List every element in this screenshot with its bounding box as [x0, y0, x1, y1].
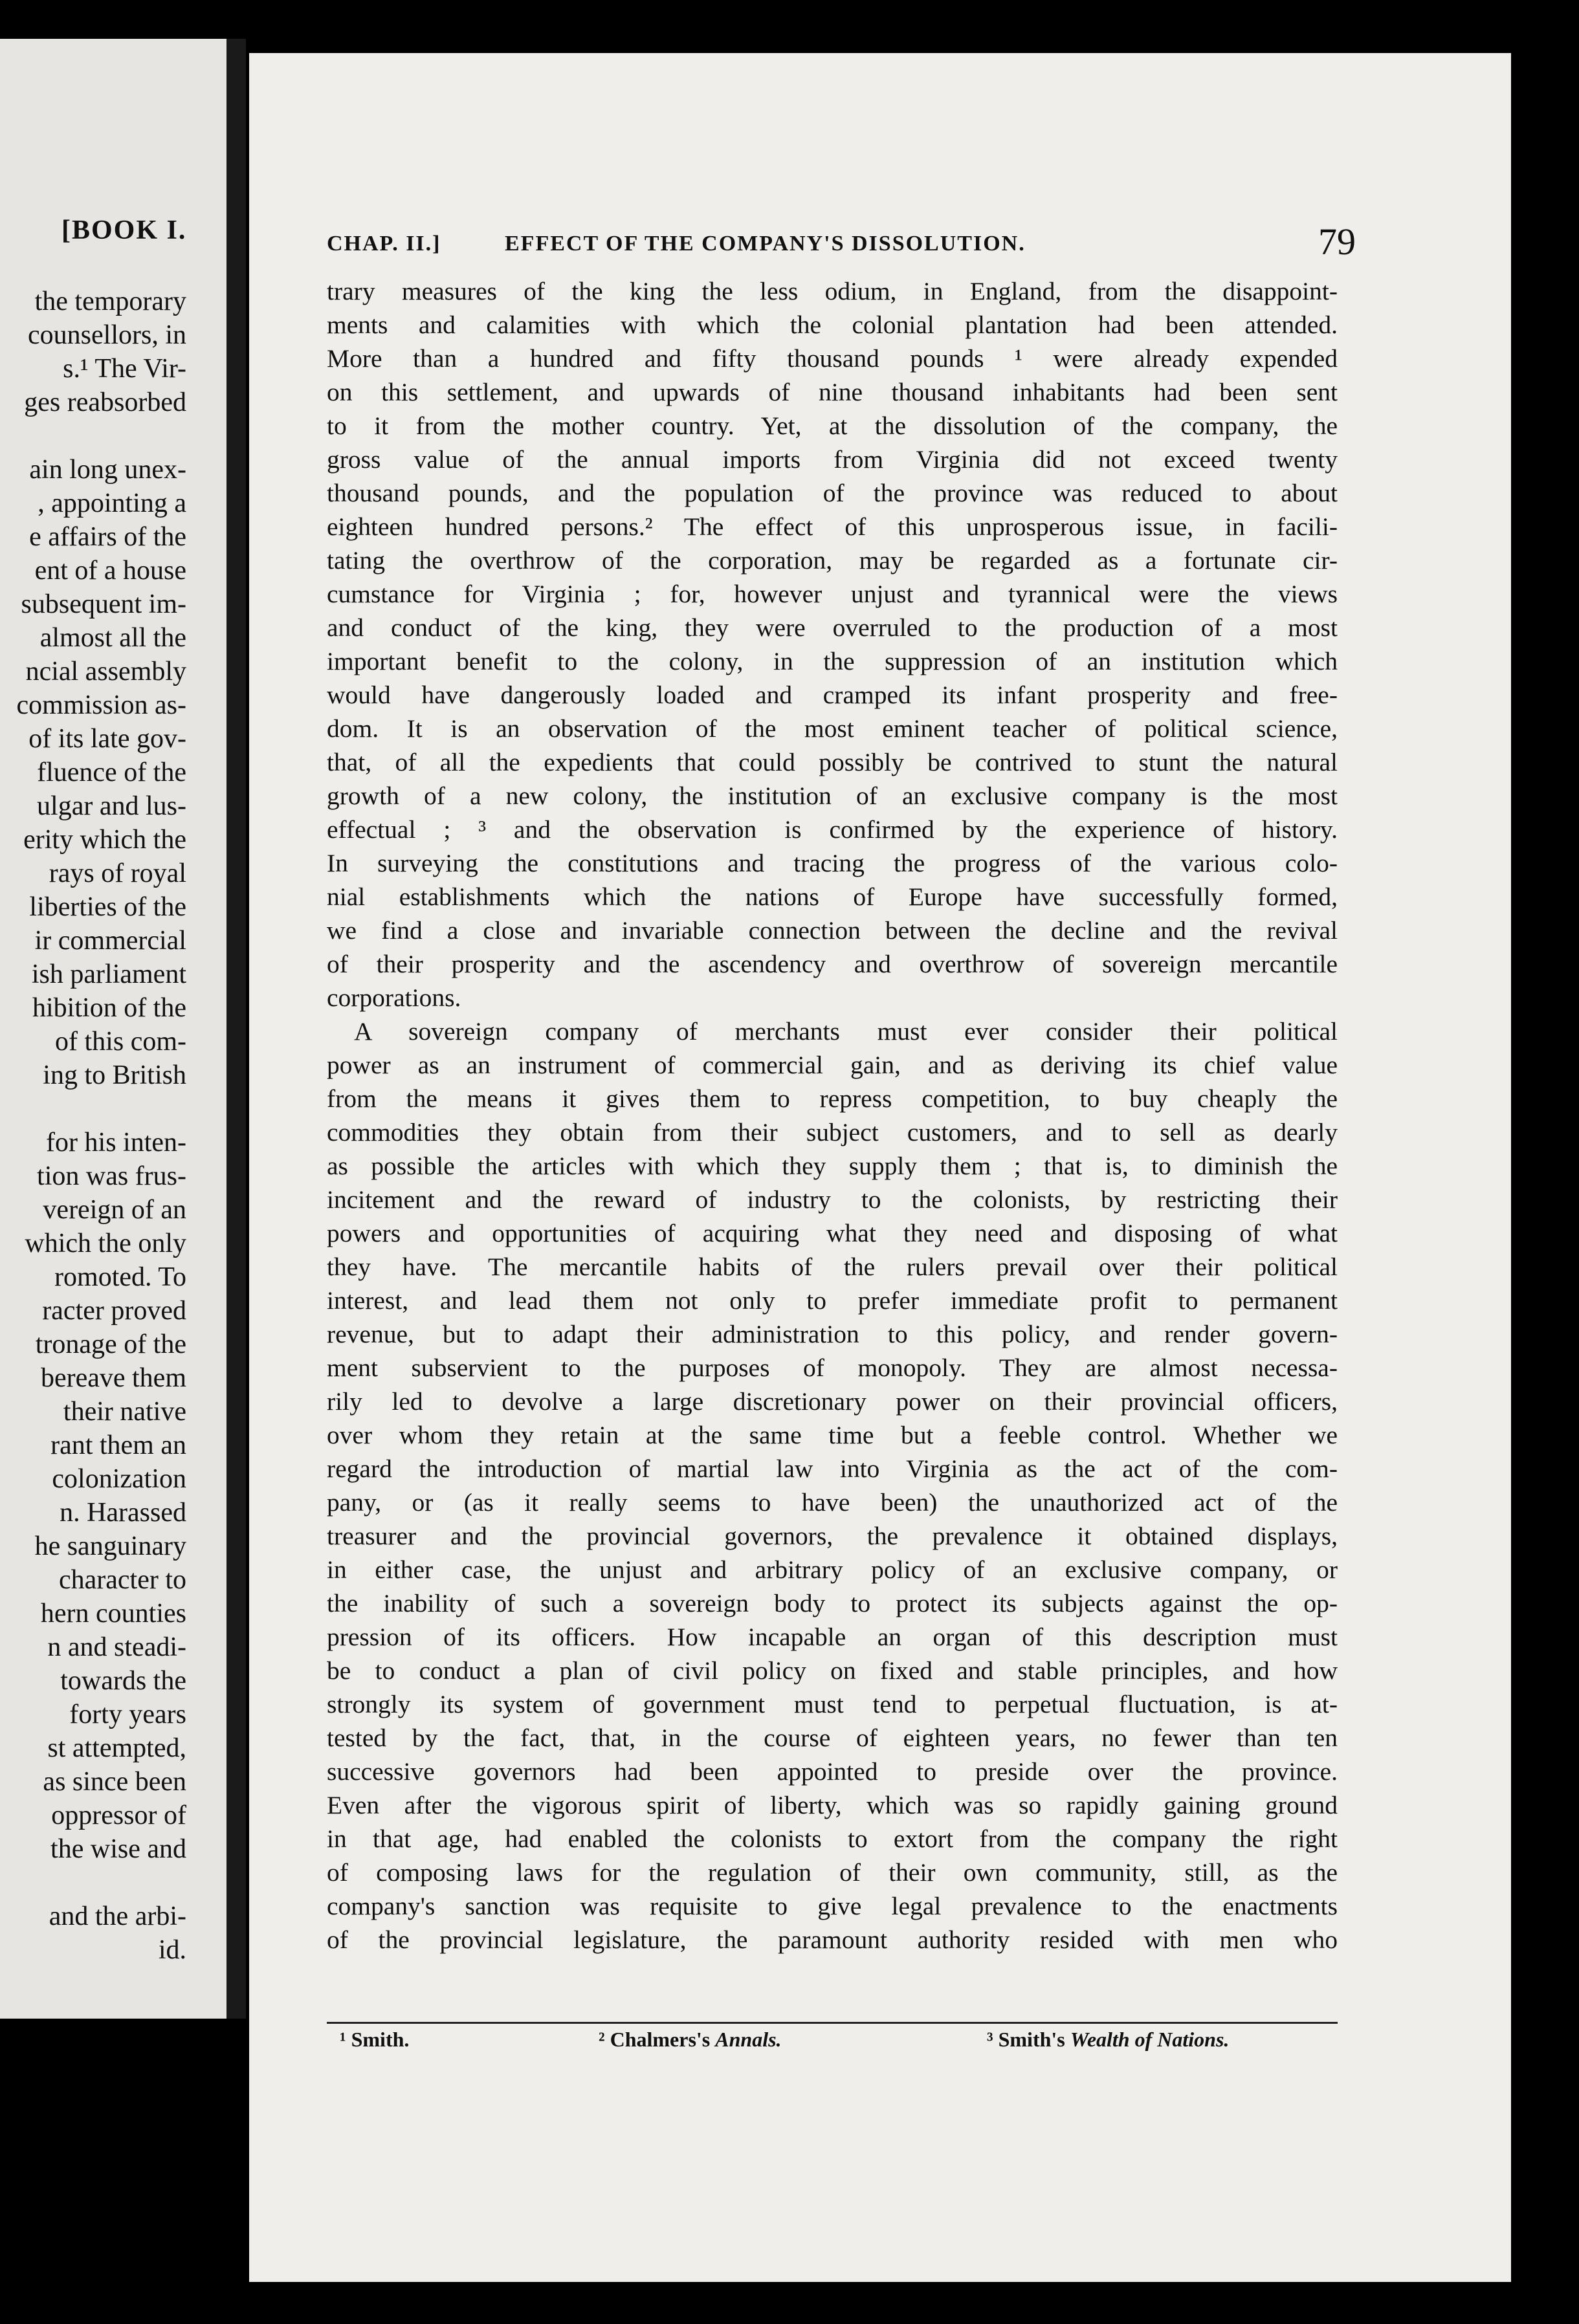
left-text-line: commission as-: [16, 690, 186, 720]
text-line: nial establishments which the nations of Europe have successfully formed,: [327, 882, 1338, 911]
text-line: strongly its system of government must tend to perpetual fluctuation, is at-: [327, 1690, 1338, 1718]
left-text-line: rant them an: [50, 1431, 186, 1460]
left-text-line: the temporary: [34, 287, 186, 316]
text-line: gross value of the annual imports from Virginia did not exceed twenty: [327, 445, 1338, 474]
page-number: 79: [1318, 221, 1356, 263]
left-text-line: their native: [63, 1397, 186, 1427]
left-text-line: of this com-: [55, 1027, 186, 1057]
text-line: of the provincial legislature, the paramount authority resided with men who: [327, 1925, 1338, 1954]
text-line: pression of its officers. How incapable an organ of this description must: [327, 1623, 1338, 1651]
left-text-line: ing to British: [43, 1060, 186, 1090]
left-text-line: bereave them: [40, 1363, 186, 1393]
text-line: and conduct of the king, they were overruled to the production of a most: [327, 613, 1338, 642]
text-line: in either case, the unjust and arbitrary policy of an exclusive company, or: [327, 1555, 1338, 1584]
text-line: interest, and lead them not only to prefer immediate profit to permanent: [327, 1286, 1338, 1315]
text-line: dom. It is an observation of the most eminent teacher of political science,: [327, 714, 1338, 743]
footnote-rule: [327, 2022, 1338, 2024]
left-page-fragment: [0, 39, 226, 2019]
left-text-line: vereign of an: [43, 1195, 186, 1225]
text-line: to it from the mother country. Yet, at the dissolution of the company, the: [327, 411, 1338, 440]
text-line: be to conduct a plan of civil policy on fixed and stable principles, and how: [327, 1656, 1338, 1685]
left-text-line: n. Harassed: [60, 1498, 186, 1528]
footnote-3: [987, 2028, 1229, 2052]
left-text-line: s.¹ The Vir-: [63, 354, 186, 384]
left-text-line: colonization: [52, 1464, 186, 1494]
left-text-line: st attempted,: [47, 1733, 186, 1763]
left-text-line: rays of royal: [49, 859, 186, 888]
left-text-line: liberties of the: [29, 892, 186, 922]
left-text-line: counsellors, in: [28, 320, 186, 350]
text-line: would have dangerously loaded and cramped its infant prosperity and free-: [327, 681, 1338, 709]
text-line: we find a close and invariable connection between the decline and the revival: [327, 916, 1338, 945]
left-text-line: as since been: [43, 1767, 186, 1797]
text-line: of their prosperity and the ascendency and overthrow of sovereign mercantile: [327, 950, 1338, 978]
left-text-line: ges reabsorbed: [24, 388, 186, 417]
chapter-label: CHAP. II.]: [327, 232, 441, 256]
left-text-line: the wise and: [50, 1834, 186, 1864]
body-text: [327, 274, 1338, 1957]
text-line: the inability of such a sovereign body to protect its subjects against the op-: [327, 1589, 1338, 1617]
text-line: from the means it gives them to repress competition, to buy cheaply the: [327, 1084, 1338, 1113]
footnote-2: [599, 2028, 782, 2052]
text-line: rily led to devolve a large discretionary power on their provincial officers,: [327, 1387, 1338, 1416]
text-line: power as an instrument of commercial gain, and as deriving its chief value: [327, 1051, 1338, 1079]
text-line: cumstance for Virginia ; for, however unjust and tyrannical were the views: [327, 580, 1338, 608]
text-line: revenue, but to adapt their administration to this policy, and render govern-: [327, 1320, 1338, 1348]
left-text-line: [0, 419, 186, 453]
left-text-line: hern counties: [40, 1599, 186, 1628]
left-text-line: tion was frus-: [37, 1161, 186, 1191]
left-running-header: [BOOK I.: [61, 215, 187, 245]
text-line: tating the overthrow of the corporation, may be regarded as a fortunate cir-: [327, 546, 1338, 575]
left-text-line: n and steadi-: [47, 1632, 186, 1662]
text-line: powers and opportunities of acquiring what they need and disposing of what: [327, 1219, 1338, 1247]
text-line: More than a hundred and fifty thousand pounds ¹ were already expended: [327, 344, 1338, 373]
text-line: important benefit to the colony, in the suppression of an institution which: [327, 647, 1338, 675]
text-line: on this settlement, and upwards of nine thousand inhabitants had been sent: [327, 378, 1338, 406]
text-line: as possible the articles with which they supply them ; that is, to diminish the: [327, 1152, 1338, 1180]
left-page-text: [0, 285, 186, 1967]
left-text-line: ir commercial: [34, 926, 186, 956]
left-text-line: character to: [58, 1565, 186, 1595]
text-line: pany, or (as it really seems to have been) the unauthorized act of the: [327, 1488, 1338, 1517]
left-text-line: oppressor of: [51, 1801, 186, 1830]
text-line: Even after the vigorous spirit of liberty, which was so rapidly gaining ground: [327, 1791, 1338, 1819]
text-line: tested by the fact, that, in the course of eighteen years, no fewer than ten: [327, 1724, 1338, 1752]
right-page: [249, 53, 1511, 2282]
footnote-3-title: Wealth of Nations.: [1070, 2028, 1230, 2051]
footnote-3-prefix: ³ Smith's: [987, 2028, 1070, 2051]
text-line: effectual ; ³ and the observation is confirmed by the experience of history.: [327, 815, 1338, 844]
left-text-line: towards the: [60, 1666, 186, 1696]
footnote-1: ¹ Smith.: [340, 2028, 410, 2051]
text-line: over whom they retain at the same time but a feeble control. Whether we: [327, 1421, 1338, 1449]
left-text-line: which the only: [25, 1229, 186, 1258]
footnotes: [340, 2028, 1336, 2060]
footnote-2-title: Annals.: [715, 2028, 782, 2051]
left-text-line: ent of a house: [34, 556, 186, 586]
left-text-line: romoted. To: [54, 1262, 186, 1292]
text-line: commodities they obtain from their subject customers, and to sell as dearly: [327, 1118, 1338, 1146]
text-line: regard the introduction of martial law into Virginia as the act of the com-: [327, 1454, 1338, 1483]
text-line: In surveying the constitutions and tracing the progress of the various colo-: [327, 849, 1338, 877]
left-text-line: and the arbi-: [49, 1902, 186, 1931]
left-text-line: he sanguinary: [34, 1531, 186, 1561]
left-text-line: [0, 1866, 186, 1900]
text-line: company's sanction was requisite to give legal prevalence to the enactments: [327, 1892, 1338, 1920]
left-text-line: [0, 1092, 186, 1126]
left-text-line: hibition of the: [32, 993, 186, 1023]
left-text-line: id.: [158, 1935, 186, 1965]
left-text-line: ish parliament: [31, 959, 186, 989]
running-header: [327, 223, 1356, 261]
left-text-line: ulgar and lus-: [37, 791, 186, 821]
text-line: successive governors had been appointed to preside over the province.: [327, 1757, 1338, 1786]
left-text-line: racter proved: [42, 1296, 186, 1326]
text-line: corporations.: [327, 983, 461, 1012]
text-line: ment subservient to the purposes of monopoly. They are almost necessa-: [327, 1354, 1338, 1382]
footnote-2-prefix: ² Chalmers's: [599, 2028, 716, 2051]
left-text-line: , appointing a: [38, 488, 186, 518]
text-line: eighteen hundred persons.² The effect of this unprosperous issue, in facili-: [327, 512, 1338, 541]
left-text-line: erity which the: [23, 825, 186, 855]
left-text-line: forty years: [69, 1700, 186, 1729]
text-line: ments and calamities with which the colonial plantation had been attended.: [327, 311, 1338, 339]
left-text-line: e affairs of the: [29, 522, 186, 552]
running-title: EFFECT OF THE COMPANY'S DISSOLUTION.: [505, 232, 1026, 256]
left-text-line: almost all the: [39, 623, 186, 653]
text-line: that, of all the expedients that could possibly be contrived to stunt the natural: [327, 748, 1338, 776]
text-line: growth of a new colony, the institution of an exclusive company is the most: [327, 782, 1338, 810]
left-text-line: for his inten-: [46, 1128, 186, 1157]
left-text-line: subsequent im-: [21, 589, 186, 619]
text-line: incitement and the reward of industry to the colonists, by restricting their: [327, 1185, 1338, 1214]
text-line: in that age, had enabled the colonists to extort from the company the right: [327, 1825, 1338, 1853]
text-line: A sovereign company of merchants must ever consider their political: [354, 1017, 1338, 1046]
left-text-line: ncial assembly: [25, 657, 186, 686]
text-line: of composing laws for the regulation of their own community, still, as the: [327, 1858, 1338, 1887]
book-spine: [226, 39, 246, 2019]
text-line: thousand pounds, and the population of the province was reduced to about: [327, 479, 1338, 507]
left-text-line: ain long unex-: [29, 455, 186, 485]
left-text-line: tronage of the: [35, 1330, 186, 1359]
left-text-line: fluence of the: [37, 758, 186, 787]
left-text-line: of its late gov-: [28, 724, 186, 754]
text-line: treasurer and the provincial governors, the prevalence it obtained displays,: [327, 1522, 1338, 1550]
text-line: they have. The mercantile habits of the rulers prevail over their political: [327, 1253, 1338, 1281]
text-line: trary measures of the king the less odium, in England, from the disappoint-: [327, 277, 1338, 305]
